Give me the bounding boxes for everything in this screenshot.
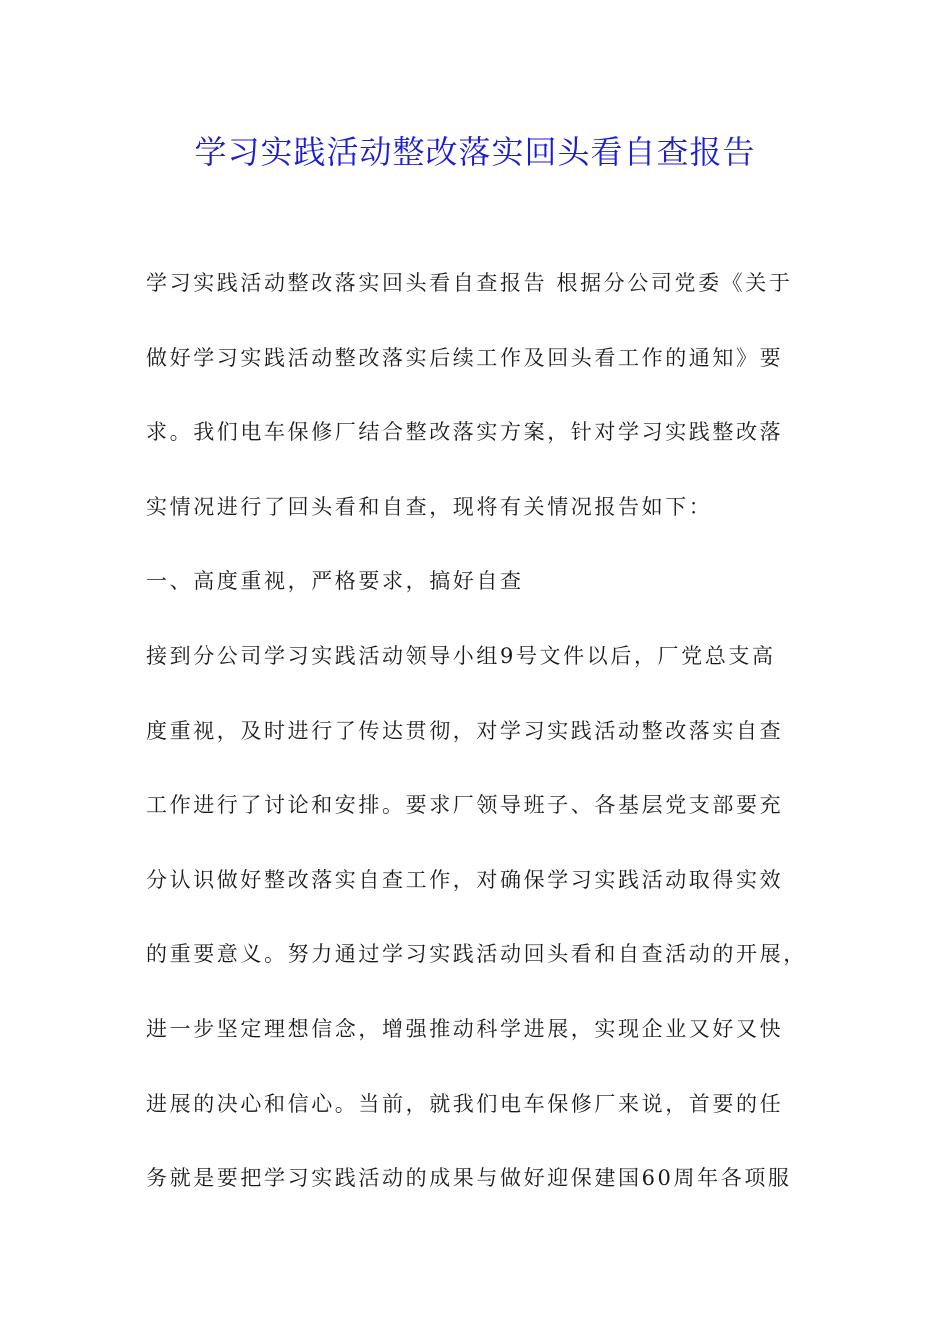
body-line: 务就是要把学习实践活动的成果与做好迎保建国60周年各项服	[146, 1166, 792, 1191]
body-line: 学习实践活动整改落实回头看自查报告 根据分公司党委《关于	[146, 271, 793, 295]
body-line: 求。我们电车保修厂结合整改落实方案，针对学习实践整改落	[146, 420, 784, 445]
document-body	[146, 260, 816, 1230]
section-heading: 一、高度重视，严格要求，搞好自查	[146, 569, 524, 594]
body-line: 做好学习实践活动整改落实后续工作及回头看工作的通知》要	[146, 345, 784, 370]
body-line: 实情况进行了回头看和自查，现将有关情况报告如下：	[146, 494, 713, 519]
document-title: 学习实践活动整改落实回头看自查报告	[194, 133, 756, 171]
body-line: 进一步坚定理想信念，增强推动科学进展，实现企业又好又快	[146, 1016, 784, 1041]
body-line: 度重视，及时进行了传达贯彻，对学习实践活动整改落实自查	[146, 718, 784, 743]
body-line: 分认识做好整改落实自查工作，对确保学习实践活动取得实效	[146, 867, 784, 892]
body-line: 进展的决心和信心。当前，就我们电车保修厂来说，首要的任	[146, 1091, 784, 1116]
body-line: 接到分公司学习实践活动领导小组9号文件以后，厂党总支高	[146, 643, 776, 668]
body-line: 工作进行了讨论和安排。要求厂领导班子、各基层党支部要充	[146, 793, 784, 818]
body-line: 的重要意义。努力通过学习实践活动回头看和自查活动的开展，	[146, 942, 807, 967]
